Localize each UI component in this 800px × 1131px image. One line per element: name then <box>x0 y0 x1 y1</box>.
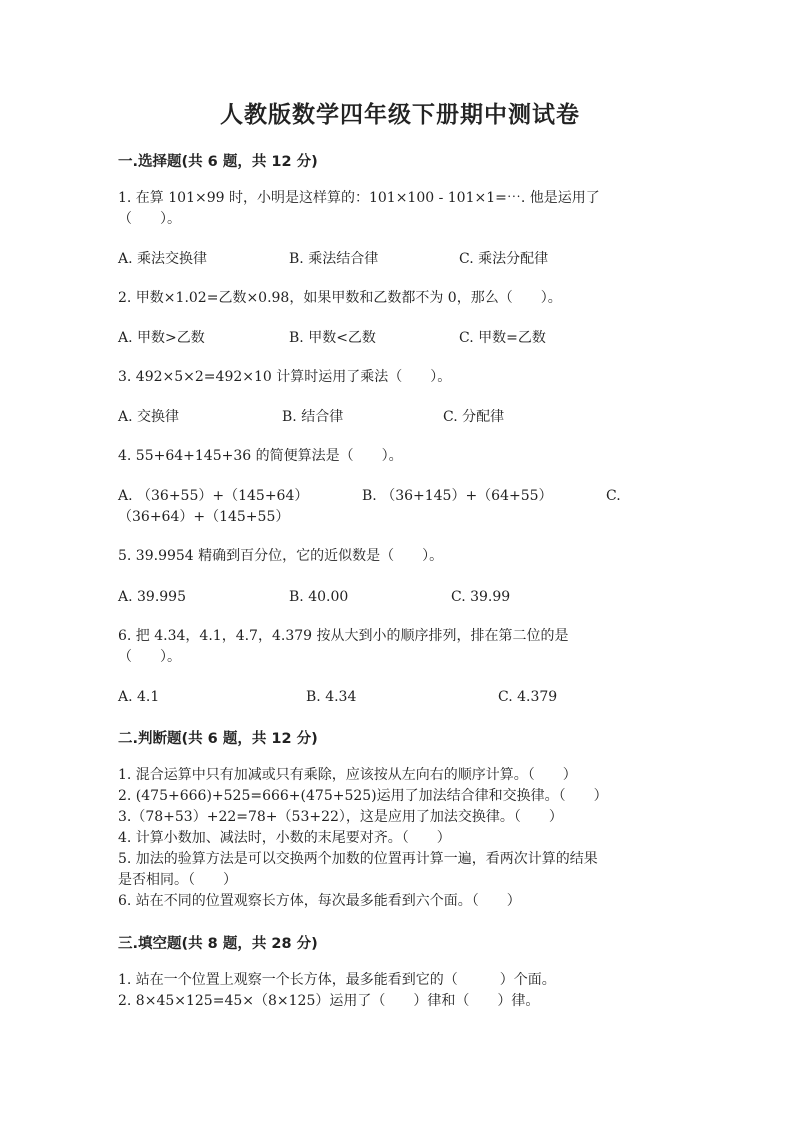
question-4-option-b: B. （36+145）+（64+55） <box>362 488 553 504</box>
fill-blank-line-1: 1. 站在一个位置上观察一个长方体，最多能看到它的（ ）个面。 <box>118 972 556 988</box>
question-1-stem-line-2: （ ）。 <box>118 211 181 227</box>
question-4-option-c-text: （36+64）+（145+55） <box>118 509 290 525</box>
fill-blank-line-2: 2. 8×45×125=45×（8×125）运用了（ ）律和（ ）律。 <box>118 993 540 1009</box>
section-header-judgement: 二.判断题(共 6 题，共 12 分) <box>118 731 318 747</box>
judgement-line-5: 5. 加法的验算方法是可以交换两个加数的位置再计算一遍，看两次计算的结果 <box>118 851 598 867</box>
section-header-fill-blank: 三.填空题(共 8 题，共 28 分) <box>118 936 318 952</box>
judgement-line-6: 是否相同。（ ） <box>118 872 237 888</box>
question-2-stem: 2. 甲数×1.02=乙数×0.98，如果甲数和乙数都不为 0，那么（ ）。 <box>118 290 562 306</box>
judgement-line-2: 2. (475+666)+525=666+(475+525)运用了加法结合律和交换律。（ ） <box>118 788 608 804</box>
page-title: 人教版数学四年级下册期中测试卷 <box>220 102 580 128</box>
question-6-option-b: B. 4.34 <box>306 689 357 705</box>
question-1-option-b: B. 乘法结合律 <box>289 251 379 267</box>
question-6-stem-line-1: 6. 把 4.34，4.1，4.7，4.379 按从大到小的顺序排列，排在第二位的是 <box>118 628 569 644</box>
question-6-option-a: A. 4.1 <box>118 689 160 705</box>
question-4-option-c: C. <box>606 488 621 504</box>
question-1-stem-line-1: 1. 在算 101×99 时，小明是这样算的：101×100 - 101×1=⋯. 他是运用了 <box>118 190 600 206</box>
question-1-option-a: A. 乘法交换律 <box>118 251 208 267</box>
question-3-stem: 3. 492×5×2=492×10 计算时运用了乘法（ ）。 <box>118 369 452 385</box>
question-2-option-b: B. 甲数<乙数 <box>289 330 376 346</box>
question-6-option-c: C. 4.379 <box>498 689 558 705</box>
question-5-option-c: C. 39.99 <box>451 589 511 605</box>
judgement-line-3: 3.（78+53）+22=78+（53+22），这是应用了加法交换律。（ ） <box>118 809 563 825</box>
question-4-option-a: A. （36+55）+（145+64） <box>118 488 309 504</box>
question-2-option-a: A. 甲数>乙数 <box>118 330 205 346</box>
judgement-line-7: 6. 站在不同的位置观察长方体，每次最多能看到六个面。（ ） <box>118 893 521 909</box>
question-4-stem: 4. 55+64+145+36 的简便算法是（ ）。 <box>118 448 403 464</box>
question-3-option-a: A. 交换律 <box>118 409 180 425</box>
question-6-stem-line-2: （ ）。 <box>118 649 181 665</box>
question-5-option-b: B. 40.00 <box>289 589 349 605</box>
question-5-stem: 5. 39.9954 精确到百分位，它的近似数是（ ）。 <box>118 548 444 564</box>
question-5-option-a: A. 39.995 <box>118 589 186 605</box>
question-1-option-c: C. 乘法分配律 <box>459 251 549 267</box>
question-3-option-c: C. 分配律 <box>443 409 505 425</box>
question-3-option-b: B. 结合律 <box>282 409 344 425</box>
section-header-choice: 一.选择题(共 6 题，共 12 分) <box>118 154 318 170</box>
judgement-line-1: 1. 混合运算中只有加减或只有乘除，应该按从左向右的顺序计算。（ ） <box>118 767 577 783</box>
judgement-line-4: 4. 计算小数加、减法时，小数的末尾要对齐。（ ） <box>118 830 451 846</box>
question-2-option-c: C. 甲数=乙数 <box>459 330 546 346</box>
